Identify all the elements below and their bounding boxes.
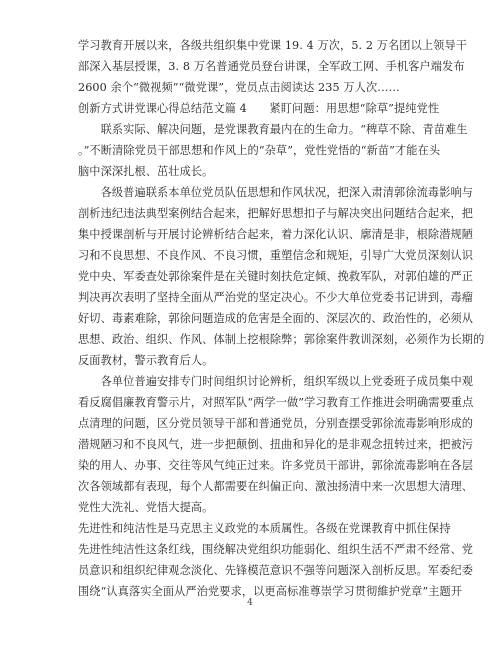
- text-line: 剖析违纪违法典型案例结合起来，把解好思想扣子与解决突出问题结合起来，把: [78, 207, 474, 220]
- text-line: 学习教育开展以来，各级共组织集中党课 19. 4 万次，5. 2 万名团以上领导干: [78, 39, 468, 52]
- text-line: 看反腐倡廉教育警示片，对照军队“两学一做”学习教育工作推进会明确需要重点: [78, 396, 474, 409]
- text-line: 联系实际、解决问题，是党课教育最内在的生命力。“稗草不除、青苗难生: [78, 123, 468, 136]
- text-line: 好切、毒素难除，郭徐问题造成的危害是全面的、深层次的、政治性的，必须从: [78, 312, 474, 325]
- text-line: 员意识和组织纪律观念淡化、先锋模范意识不强等问题深入剖析反思。军委纪委: [78, 564, 474, 577]
- text-line: 点清理的问题，区分党员领导干部和普通党员，分别查摆受郭徐流毒影响形成的: [78, 417, 474, 430]
- text-line: 次各领域都有表现，每个人都需要在纠偏正向、激浊扬清中来一次思想大清理、: [78, 480, 474, 493]
- text-line: 习和不良思想、不良作风、不良习惯，重塑信念和规矩，引导广大党员深刻认识: [78, 249, 474, 262]
- text-line: 党性大洗礼、党悟大提高。: [78, 501, 214, 514]
- text-line: 2600 余个“微视频”“微党课”，党员点击阅读达 235 万人次……: [78, 81, 400, 94]
- text-line: 潜规陋习和不良风气，进一步把颠倒、扭曲和异化的是非观念扭转过来，把被污: [78, 438, 474, 451]
- text-line: 染的用人、办事、交往等风气纯正过来。许多党员干部讲，郭徐流毒影响在各层: [78, 459, 474, 472]
- text-line: 集中授课剖析与开展讨论辨析结合起来，着力深化认识、廓清是非，根除潜规陋: [78, 228, 474, 241]
- section-heading: 创新方式讲党课心得总结范文篇 4 紧盯问题：用思想“除草”提纯党性: [78, 102, 440, 115]
- text-line: 党中央、军委查处郭徐案件是在关键时刻扶危定倾、挽救军队，对郭伯雄的严正: [78, 270, 474, 283]
- text-line: 围绕“认真落实全面从严治党要求，以更高标准尊崇学习贯彻維护党章”主题开: [78, 585, 463, 598]
- text-line: 。”不断清除党员干部思想和作风上的“杂草”，党性党悟的“新苗”才能在头: [78, 144, 441, 157]
- text-line: 先进性和纯洁性是马克思主义政党的本质属性。各级在党课教育中抓住保持: [78, 522, 451, 535]
- text-line: 脑中深深扎根、茁壮成长。: [78, 165, 214, 178]
- page-number: 4: [247, 598, 253, 608]
- text-line: 先进性纯洁性这条红线，围绕解决党组织功能弱化、组织生活不严肃不经常、党: [78, 543, 474, 556]
- text-line: 各单位普遍安排专门时间组织讨论辨析，组织军级以上党委班子成员集中观: [78, 375, 474, 388]
- text-line: 反面教材，警示教育后人。: [78, 354, 214, 367]
- text-line: 各级普遍联系本单位党员队伍思想和作风状况，把深入肃清郭徐流毒影响与: [78, 186, 474, 199]
- text-line: 判决再次表明了坚持全面从严治党的坚定决心。不少大单位党委书记讲到，毒瘤: [78, 291, 474, 304]
- text-line: 部深入基层授课，3. 8 万名普通党员登台讲课，全军政工网、手机客户端发布: [78, 60, 465, 73]
- text-line: 思想、政治、组织、作风、体制上挖根除弊；郭徐案件教训深刻，必须作为长期的: [78, 333, 485, 346]
